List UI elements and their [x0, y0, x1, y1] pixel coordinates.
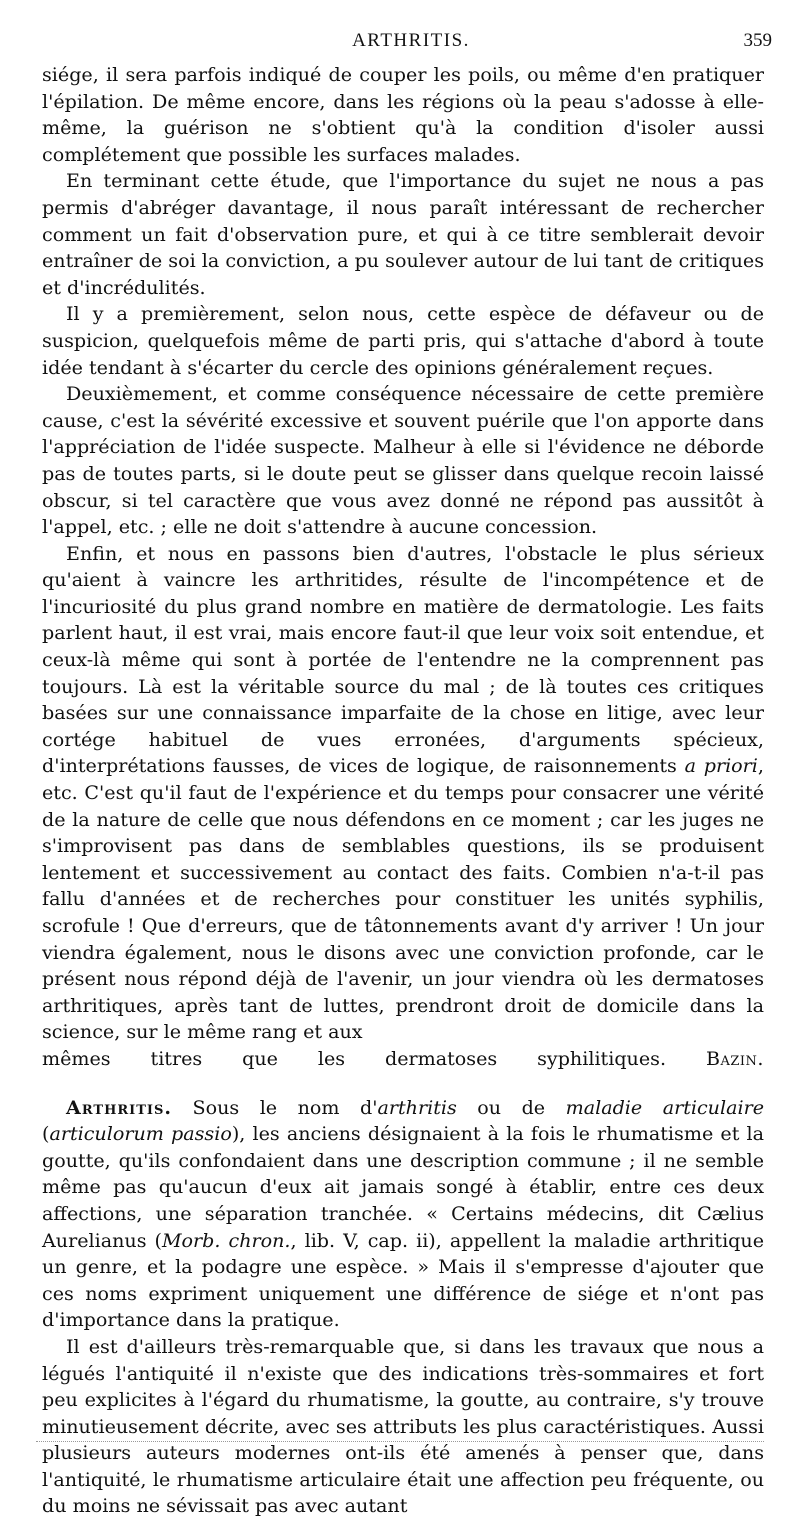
- italic-term: articulorum passio: [49, 1122, 232, 1146]
- italic-term: a priori: [684, 754, 758, 778]
- text-run: ou de: [456, 1095, 566, 1119]
- italic-term: arthritis: [377, 1095, 457, 1119]
- text-run: ), les anciens désignaient à la fois le rhumatisme et la goutte, qu'ils confondaient dans une description commune ; il ne semble même pas qu'aucun d'eux ait jamais songé à établir, entre ces deux affections, une séparation tranchée. « Certains médecins, dit Cælius Aurelianus (: [42, 1122, 764, 1252]
- paragraph: En terminant cette étude, que l'importance du sujet ne nous a pas permis d'abréger davantage, il nous paraît intéressant de rechercher comment un fait d'observation pure, et qui à ce titre semblerait devoir entraîner de soi la conviction, a pu soulever autour de lui tant de critiques et d'incrédulités.: [42, 169, 764, 299]
- final-line: mêmes titres que les dermatoses syphilitiques.: [42, 1046, 667, 1070]
- entry-paragraph: [42, 1095, 764, 1334]
- signature-line: [42, 1046, 764, 1073]
- italic-term: maladie articulaire: [565, 1095, 765, 1119]
- text-run: (: [42, 1122, 50, 1146]
- paragraph: siége, il sera parfois indiqué de couper les poils, ou même d'en pratiquer l'épilation. De même encore, dans les régions où la peau s'adosse à elle-même, la guérison ne s'obtient qu'à la condition d'isoler aussi complétement que possible les surfaces malades.: [42, 63, 764, 166]
- italic-citation: Morb. chron.: [162, 1228, 291, 1252]
- running-head: [50, 30, 772, 56]
- author-signature: Bazin.: [705, 1046, 764, 1070]
- text-run: Sous le nom d': [192, 1095, 378, 1119]
- paragraph: Il y a premièrement, selon nous, cette espèce de défaveur ou de suspicion, quelquefois même de parti pris, qui s'attache d'abord à toute idée tendant à s'écarter du cercle des opinions généralement reçues.: [42, 302, 764, 379]
- text-run: , lib. V, cap. ii), appellent la maladie arthritique un genre, et la podagre une espèce. » Mais il s'empresse d'ajouter que ces noms expriment uniquement une différence de siége et n'ont pas d'importance dans la pratique.: [42, 1228, 764, 1332]
- bottom-rule: [36, 1441, 764, 1442]
- text-run: , etc. C'est qu'il faut de l'expérience et du temps pour consacrer une vérité de la nature de celle que nous défendons en ce moment ; car les juges ne s'improvisent pas dans de semblables questions, ils se produisent lentement et successivement au contact des faits. Combien n'a-t-il pas fallu d'années et de recherches pour constituer les unités syphilis, scrofule ! Que d'erreurs, que de tâtonnements avant d'y arriver ! Un jour viendra également, nous le disons avec une conviction profonde, car le présent nous répond déjà de l'avenir, un jour viendra où les dermatoses arthritiques, après tant de luttes, prendront droit de domicile dans la science, sur le même rang et aux: [42, 754, 764, 1044]
- page-number: 359: [743, 30, 772, 51]
- page-body: [42, 62, 764, 1520]
- running-title: ARTHRITIS.: [352, 30, 470, 51]
- paragraph-conclusion: [42, 541, 764, 1046]
- entry-headword: Arthritis.: [66, 1095, 173, 1119]
- text-run: Enfin, et nous en passons bien d'autres, l'obstacle le plus sérieux qu'aient à vaincre les arthritides, résulte de l'incompétence et de l'incuriosité du plus grand nombre en matière de dermatologie. Les faits parlent haut, il est vrai, mais encore faut-il que leur voix soit entendue, et ceux-là même qui sont à portée de l'entendre ne la comprennent pas toujours. Là est la véritable source du mal ; de là toutes ces critiques basées sur une connaissance imparfaite de la chose en litige, avec leur cortége habituel de vues erronées, d'arguments spécieux, d'interprétations fausses, de vices de logique, de raisonnements: [42, 541, 764, 778]
- paragraph: Deuxièmement, et comme conséquence nécessaire de cette première cause, c'est la sévérité excessive et souvent puérile que l'on apporte dans l'appréciation de l'idée suspecte. Malheur à elle si l'évidence ne déborde pas de toutes parts, si le doute peut se glisser dans quelque recoin laissé obscur, si tel caractère que vous avez donné ne répond pas aussitôt à l'appel, etc. ; elle ne doit s'attendre à aucune concession.: [42, 382, 764, 539]
- paragraph: Il est d'ailleurs très-remarquable que, si dans les travaux que nous a légués l'antiquité il n'existe que des indications très-sommaires et fort peu explicites à l'égard du rhumatisme, la goutte, au contraire, s'y trouve minutieusement décrite, avec ses attributs les plus caractéristiques. Aussi plusieurs auteurs modernes ont-ils été amenés à penser que, dans l'antiquité, le rhumatisme articulaire était une affection peu fréquente, ou du moins ne sévissait pas avec autant: [42, 1334, 764, 1518]
